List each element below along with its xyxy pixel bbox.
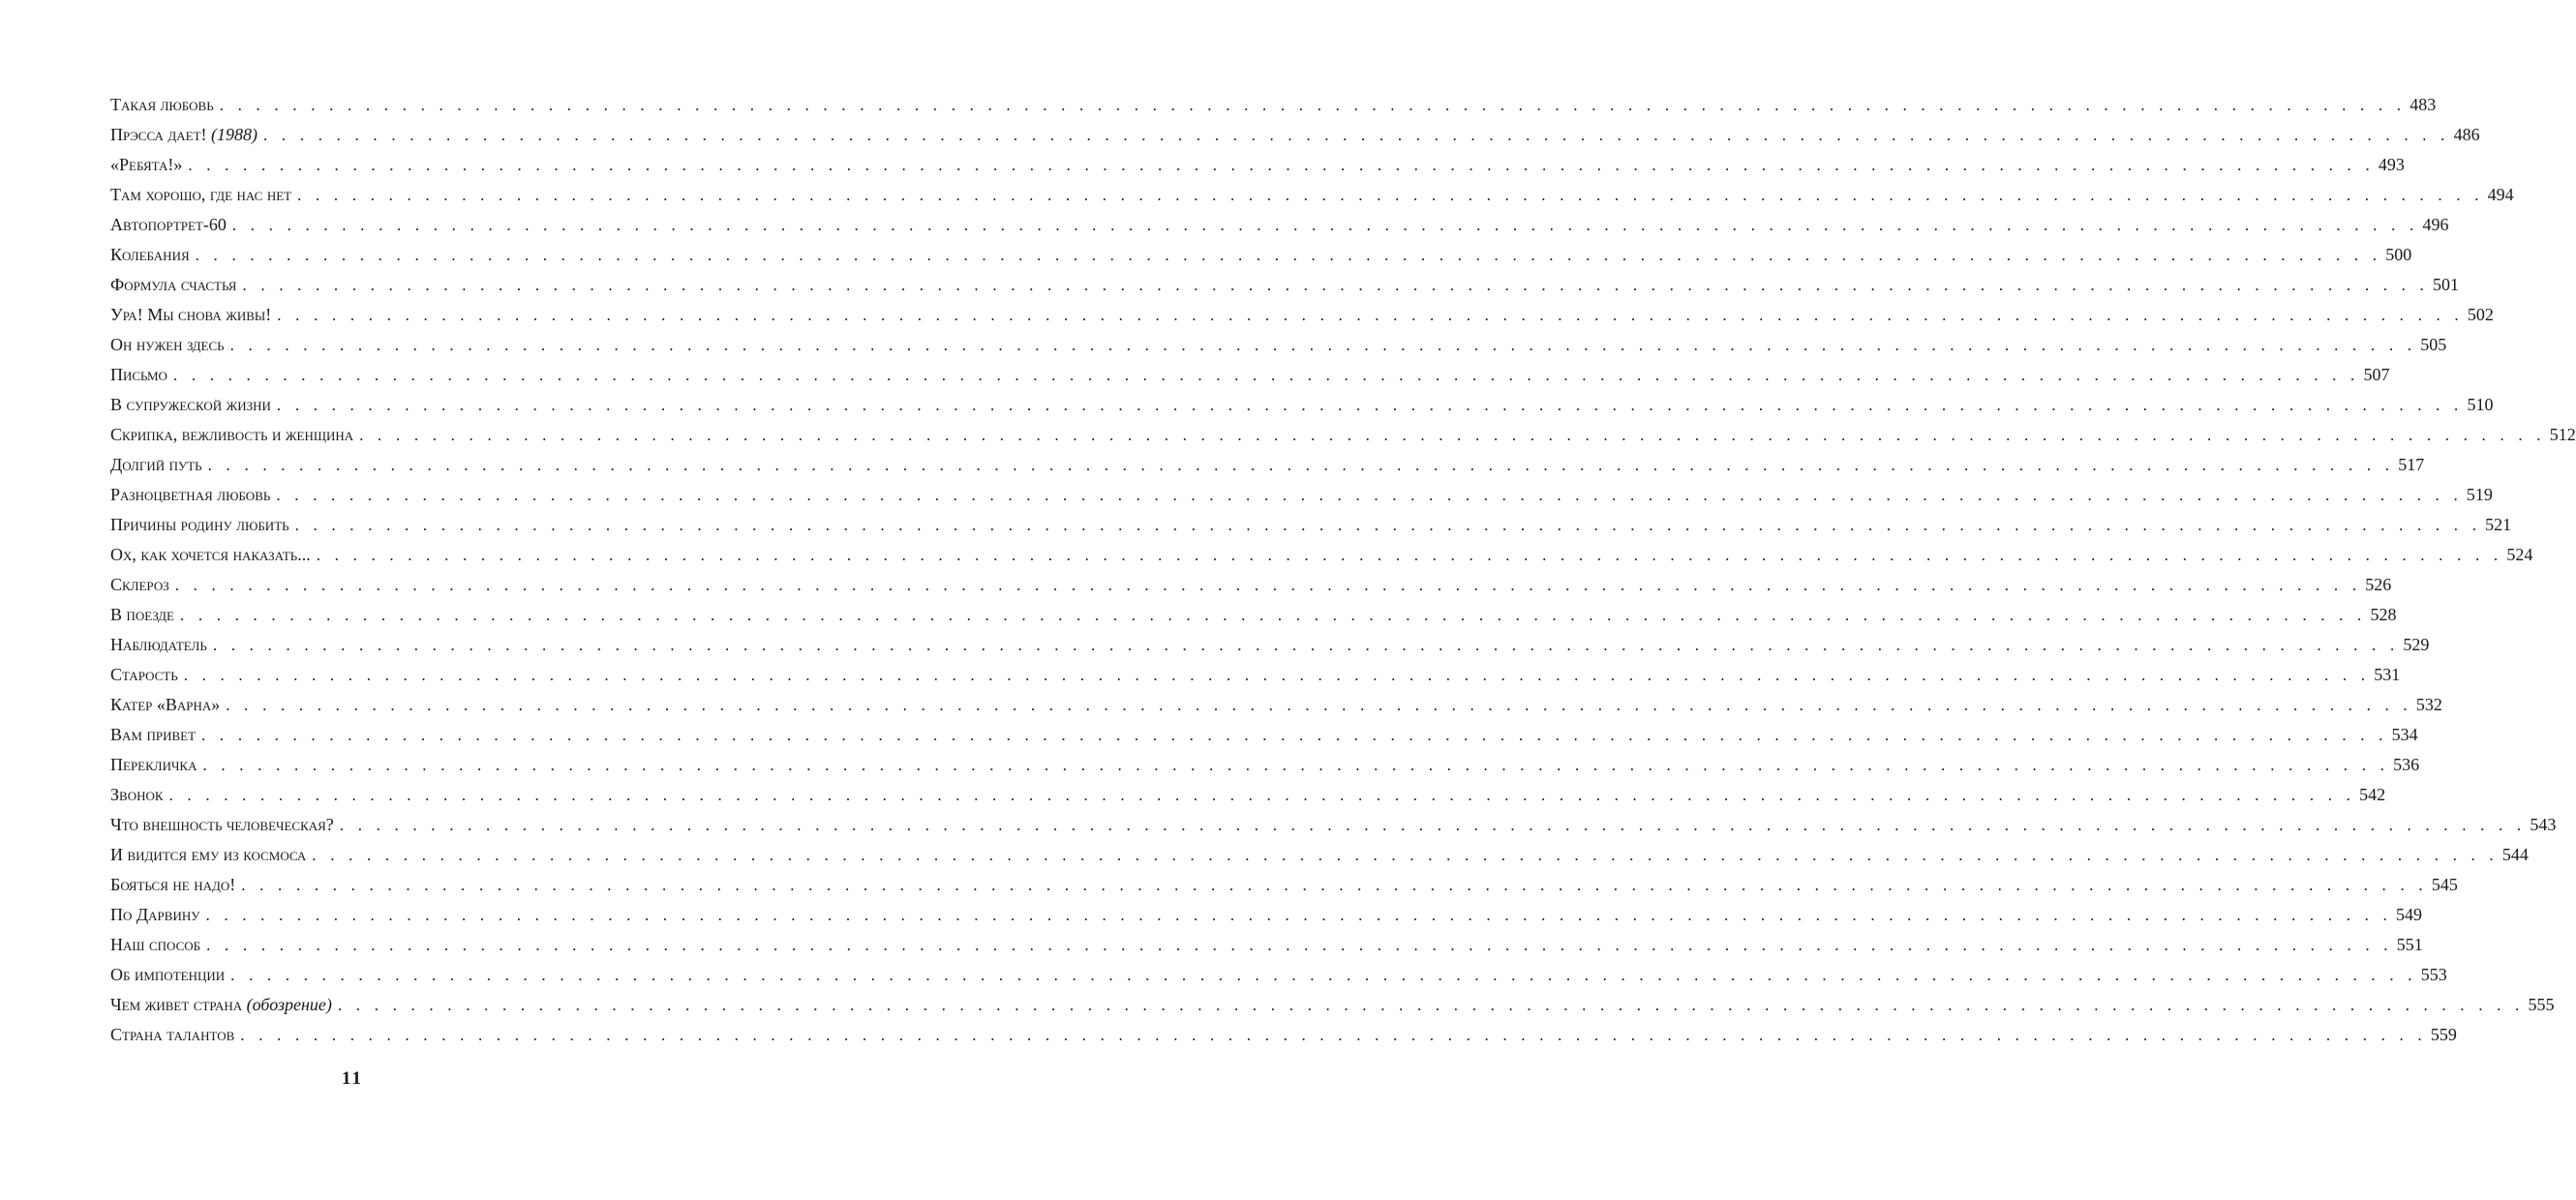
- toc-entry-page: 534: [2391, 725, 2418, 744]
- toc-entry-title: [110, 390, 271, 420]
- toc-entry: [110, 180, 2514, 210]
- toc-entry-page: 507: [2363, 365, 2390, 384]
- toc-entry-page: 483: [2409, 95, 2437, 114]
- toc-entry-title-text: Наблюдатель: [110, 635, 207, 654]
- toc-entry-title-text: Вам привет: [110, 725, 197, 744]
- toc-entry-title-text: Бояться не надо!: [110, 875, 236, 894]
- toc-entry-title-text: Страна талантов: [110, 1025, 235, 1044]
- toc-entry-title: [110, 360, 167, 390]
- toc-entry-title-text: В супружеской жизни: [110, 395, 271, 414]
- dot-leader: . . . . . . . . . . . . . . . . . . . . . . . . . . . . . . . . . . . . . . . . . . . . . . . . . . . . . . . . . . . . . . . . . . . . . . . . . . . . . . . . . . . . . . . . . . . . . . . . . . . . . . . . . . . . . . . . . . . . . . . .: [206, 936, 2393, 954]
- toc-entry-title: [110, 270, 236, 300]
- dot-leader: . . . . . . . . . . . . . . . . . . . . . . . . . . . . . . . . . . . . . . . . . . . . . . . . . . . . . . . . . . . . . . . . . . . . . . . . . . . . . . . . . . . . . . . . . . . . . . . . . . . . . . . . . . . . . . . . . . . . . . . .: [229, 336, 2417, 354]
- toc-entry-page: 553: [2420, 965, 2447, 984]
- toc-entry-page: 502: [2467, 305, 2494, 324]
- toc-entry: [110, 690, 2442, 720]
- dot-leader: . . . . . . . . . . . . . . . . . . . . . . . . . . . . . . . . . . . . . . . . . . . . . . . . . . . . . . . . . . . . . . . . . . . . . . . . . . . . . . . . . . . . . . . . . . . . . . . . . . . . . . . . . . . . . . . . . . . . . . . .: [207, 456, 2395, 474]
- toc-entry: [110, 1020, 2457, 1050]
- toc-entry-title-text: Склероз: [110, 575, 169, 594]
- toc-entry-page: 532: [2415, 695, 2442, 714]
- toc-entry-title: [110, 810, 334, 840]
- dot-leader: . . . . . . . . . . . . . . . . . . . . . . . . . . . . . . . . . . . . . . . . . . . . . . . . . . . . . . . . . . . . . . . . . . . . . . . . . . . . . . . . . . . . . . . . . . . . . . . . . . . . . . . . . . . . . . . . . . . . . . . .: [359, 426, 2546, 444]
- toc-entry-title-text: Такая любовь: [110, 95, 214, 114]
- toc-entry-title: [110, 750, 197, 780]
- toc-entry-title: [110, 210, 227, 240]
- dot-leader: . . . . . . . . . . . . . . . . . . . . . . . . . . . . . . . . . . . . . . . . . . . . . . . . . . . . . . . . . . . . . . . . . . . . . . . . . . . . . . . . . . . . . . . . . . . . . . . . . . . . . . . . . . . . . . . . . . . . . . . .: [263, 126, 2450, 144]
- toc-entry-page: 549: [2396, 905, 2422, 924]
- toc-entry: [110, 720, 2418, 750]
- toc-entry-title: [110, 420, 353, 450]
- dot-leader: . . . . . . . . . . . . . . . . . . . . . . . . . . . . . . . . . . . . . . . . . . . . . . . . . . . . . . . . . . . . . . . . . . . . . . . . . . . . . . . . . . . . . . . . . . . . . . . . . . . . . . . . . . . . . . . . . . . . . . . .: [294, 516, 2482, 534]
- toc-entry: [110, 810, 2557, 840]
- toc-entry: [110, 390, 2494, 420]
- toc-entry-title: [110, 780, 164, 810]
- toc-entry: [110, 960, 2447, 990]
- toc-entry-page: 505: [2420, 335, 2447, 354]
- toc-entry-title-text: «Ребята!»: [110, 155, 183, 174]
- dot-leader: . . . . . . . . . . . . . . . . . . . . . . . . . . . . . . . . . . . . . . . . . . . . . . . . . . . . . . . . . . . . . . . . . . . . . . . . . . . . . . . . . . . . . . . . . . . . . . . . . . . . . . . . . . . . . . . . . . . . . . . .: [241, 876, 2428, 894]
- toc-entry-title: [110, 90, 214, 120]
- toc-entry-page: 559: [2430, 1025, 2457, 1044]
- toc-entry-title-text: Автопортрет-60: [110, 215, 227, 234]
- toc-entry-title: [110, 180, 291, 210]
- toc-entry-title: [110, 240, 190, 270]
- toc-entry: [110, 510, 2512, 540]
- dot-leader: . . . . . . . . . . . . . . . . . . . . . . . . . . . . . . . . . . . . . . . . . . . . . . . . . . . . . . . . . . . . . . . . . . . . . . . . . . . . . . . . . . . . . . . . . . . . . . . . . . . . . . . . . . . . . . . . . . . . . . . .: [277, 306, 2464, 324]
- toc-entry: [110, 990, 2555, 1020]
- toc-entry-title-text: Звонок: [110, 785, 164, 804]
- toc-entry-title-text: Что внешность человеческая?: [110, 815, 334, 834]
- toc-entry-page: 512: [2549, 425, 2576, 444]
- dot-leader: . . . . . . . . . . . . . . . . . . . . . . . . . . . . . . . . . . . . . . . . . . . . . . . . . . . . . . . . . . . . . . . . . . . . . . . . . . . . . . . . . . . . . . . . . . . . . . . . . . . . . . . . . . . . . . . . . . . . . . . .: [231, 216, 2419, 234]
- toc-entry: [110, 570, 2392, 600]
- toc-entry: [110, 120, 2480, 150]
- toc-entry: [110, 780, 2386, 810]
- toc-entry-title: [110, 120, 258, 150]
- dot-leader: . . . . . . . . . . . . . . . . . . . . . . . . . . . . . . . . . . . . . . . . . . . . . . . . . . . . . . . . . . . . . . . . . . . . . . . . . . . . . . . . . . . . . . . . . . . . . . . . . . . . . . . . . . . . . . . . . . . . . . . .: [195, 246, 2382, 264]
- toc-entry-title: [110, 150, 182, 180]
- toc-entry-page: 529: [2403, 635, 2430, 654]
- toc-entry-title-text: Причины родину любить: [110, 515, 289, 534]
- dot-leader: . . . . . . . . . . . . . . . . . . . . . . . . . . . . . . . . . . . . . . . . . . . . . . . . . . . . . . . . . . . . . . . . . . . . . . . . . . . . . . . . . . . . . . . . . . . . . . . . . . . . . . . . . . . . . . . . . . . . . . . .: [201, 726, 2388, 744]
- table-of-contents: [110, 90, 2576, 1050]
- toc-entry-title: [110, 960, 225, 990]
- toc-entry: [110, 930, 2423, 960]
- toc-entry-page: 526: [2365, 575, 2392, 594]
- page-number: 11: [342, 1068, 363, 1089]
- toc-entry: [110, 270, 2459, 300]
- toc-entry-page: 544: [2501, 845, 2529, 864]
- toc-entry-title-text: Там хорошо, где нас нет: [110, 185, 292, 204]
- dot-leader: . . . . . . . . . . . . . . . . . . . . . . . . . . . . . . . . . . . . . . . . . . . . . . . . . . . . . . . . . . . . . . . . . . . . . . . . . . . . . . . . . . . . . . . . . . . . . . . . . . . . . . . . . . . . . . . . . . . . . . . .: [276, 396, 2464, 414]
- toc-entry-page: 551: [2396, 935, 2423, 954]
- toc-entry-title-text: Разноцветная любовь: [110, 485, 271, 504]
- toc-entry-page: 519: [2466, 485, 2493, 504]
- toc-entry-title: [110, 330, 225, 360]
- toc-entry-title: [110, 630, 207, 660]
- toc-entry-title-text: Наш способ: [110, 935, 201, 954]
- toc-entry-title-text: И видится ему из космоса: [110, 845, 307, 864]
- toc-entry: [110, 240, 2412, 270]
- toc-entry-title: [110, 480, 270, 510]
- toc-entry-title: [110, 510, 289, 540]
- toc-entry: [110, 600, 2397, 630]
- toc-entry: [110, 330, 2447, 360]
- toc-entry-title-text: Ура! Мы снова живы!: [110, 305, 272, 324]
- toc-entry-page: 555: [2528, 995, 2555, 1014]
- toc-entry: [110, 900, 2422, 930]
- toc-entry-title: [110, 1020, 234, 1050]
- toc-entry-title-text: Колебания: [110, 245, 190, 264]
- toc-entry-title: [110, 720, 196, 750]
- dot-leader: . . . . . . . . . . . . . . . . . . . . . . . . . . . . . . . . . . . . . . . . . . . . . . . . . . . . . . . . . . . . . . . . . . . . . . . . . . . . . . . . . . . . . . . . . . . . . . . . . . . . . . . . . . . . . . . . . . . . . . . .: [219, 96, 2407, 114]
- toc-entry-page: 517: [2398, 455, 2425, 474]
- toc-entry-page: 542: [2359, 785, 2386, 804]
- dot-leader: . . . . . . . . . . . . . . . . . . . . . . . . . . . . . . . . . . . . . . . . . . . . . . . . . . . . . . . . . . . . . . . . . . . . . . . . . . . . . . . . . . . . . . . . . . . . . . . . . . . . . . . . . . . . . . . . . . . . . . . .: [337, 996, 2525, 1014]
- toc-entry: [110, 210, 2449, 240]
- toc-entry: [110, 630, 2430, 660]
- toc-entry-page: 524: [2506, 545, 2533, 564]
- toc-entry: [110, 300, 2494, 330]
- toc-entry-title-italic: (обозрение): [246, 995, 332, 1014]
- toc-entry-page: 528: [2370, 605, 2397, 624]
- toc-entry-title: [110, 600, 174, 630]
- toc-entry-title-text: Он нужен здесь: [110, 335, 225, 354]
- dot-leader: . . . . . . . . . . . . . . . . . . . . . . . . . . . . . . . . . . . . . . . . . . . . . . . . . . . . . . . . . . . . . . . . . . . . . . . . . . . . . . . . . . . . . . . . . . . . . . . . . . . . . . . . . . . . . . . . . . . . . . . .: [226, 696, 2412, 714]
- toc-entry-title-text: Старость: [110, 665, 178, 684]
- toc-entry-title-text: Об импотенции: [110, 965, 226, 984]
- toc-entry: [110, 420, 2576, 450]
- toc-entry-title: [110, 450, 202, 480]
- toc-entry-page: 536: [2393, 755, 2420, 774]
- dot-leader: . . . . . . . . . . . . . . . . . . . . . . . . . . . . . . . . . . . . . . . . . . . . . . . . . . . . . . . . . . . . . . . . . . . . . . . . . . . . . . . . . . . . . . . . . . . . . . . . . . . . . . . . . . . . . . . . . . . . . . . .: [242, 276, 2429, 294]
- toc-entry-title-text: Прэсса дает!: [110, 125, 207, 144]
- toc-entry-page: 545: [2431, 875, 2458, 894]
- toc-entry-title-text: Письмо: [110, 365, 167, 384]
- toc-entry-title-text: Скрипка, вежливость и женщина: [110, 425, 354, 444]
- toc-entry-page: 500: [2385, 245, 2412, 264]
- toc-entry: [110, 750, 2420, 780]
- toc-entry: [110, 840, 2529, 870]
- dot-leader: . . . . . . . . . . . . . . . . . . . . . . . . . . . . . . . . . . . . . . . . . . . . . . . . . . . . . . . . . . . . . . . . . . . . . . . . . . . . . . . . . . . . . . . . . . . . . . . . . . . . . . . . . . . . . . . . . . . . . . . .: [212, 636, 2400, 654]
- toc-entry-page: 501: [2433, 275, 2459, 294]
- dot-leader: . . . . . . . . . . . . . . . . . . . . . . . . . . . . . . . . . . . . . . . . . . . . . . . . . . . . . . . . . . . . . . . . . . . . . . . . . . . . . . . . . . . . . . . . . . . . . . . . . . . . . . . . . . . . . . . . . . . . . . . .: [168, 786, 2356, 804]
- toc-entry-title-italic: (1988): [211, 125, 258, 144]
- toc-entry-title-text: По Дарвину: [110, 905, 200, 924]
- toc-entry-title-text: Чем живет страна: [110, 995, 243, 1014]
- dot-leader: . . . . . . . . . . . . . . . . . . . . . . . . . . . . . . . . . . . . . . . . . . . . . . . . . . . . . . . . . . . . . . . . . . . . . . . . . . . . . . . . . . . . . . . . . . . . . . . . . . . . . . . . . . . . . . . . . . . . . . . .: [297, 186, 2484, 204]
- toc-entry-title: [110, 990, 332, 1020]
- toc-entry-page: 494: [2487, 185, 2514, 204]
- toc-entry: [110, 660, 2401, 690]
- toc-entry-title: [110, 540, 311, 570]
- toc-entry-title: [110, 300, 271, 330]
- toc-entry-title: [110, 930, 200, 960]
- dot-leader: . . . . . . . . . . . . . . . . . . . . . . . . . . . . . . . . . . . . . . . . . . . . . . . . . . . . . . . . . . . . . . . . . . . . . . . . . . . . . . . . . . . . . . . . . . . . . . . . . . . . . . . . . . . . . . . . . . . . . . . .: [172, 366, 2360, 384]
- dot-leader: . . . . . . . . . . . . . . . . . . . . . . . . . . . . . . . . . . . . . . . . . . . . . . . . . . . . . . . . . . . . . . . . . . . . . . . . . . . . . . . . . . . . . . . . . . . . . . . . . . . . . . . . . . . . . . . . . . . . . . . .: [205, 906, 2392, 924]
- toc-entry-title: [110, 660, 178, 690]
- dot-leader: . . . . . . . . . . . . . . . . . . . . . . . . . . . . . . . . . . . . . . . . . . . . . . . . . . . . . . . . . . . . . . . . . . . . . . . . . . . . . . . . . . . . . . . . . . . . . . . . . . . . . . . . . . . . . . . . . . . . . . . .: [316, 546, 2503, 564]
- toc-entry-title-text: Ох, как хочется наказать...: [110, 545, 311, 564]
- toc-entry-title: [110, 570, 169, 600]
- dot-leader: . . . . . . . . . . . . . . . . . . . . . . . . . . . . . . . . . . . . . . . . . . . . . . . . . . . . . . . . . . . . . . . . . . . . . . . . . . . . . . . . . . . . . . . . . . . . . . . . . . . . . . . . . . . . . . . . . . . . . . . .: [202, 756, 2390, 774]
- dot-leader: . . . . . . . . . . . . . . . . . . . . . . . . . . . . . . . . . . . . . . . . . . . . . . . . . . . . . . . . . . . . . . . . . . . . . . . . . . . . . . . . . . . . . . . . . . . . . . . . . . . . . . . . . . . . . . . . . . . . . . . .: [174, 576, 2362, 594]
- dot-leader: . . . . . . . . . . . . . . . . . . . . . . . . . . . . . . . . . . . . . . . . . . . . . . . . . . . . . . . . . . . . . . . . . . . . . . . . . . . . . . . . . . . . . . . . . . . . . . . . . . . . . . . . . . . . . . . . . . . . . . . .: [312, 846, 2499, 864]
- toc-entry: [110, 450, 2425, 480]
- toc-entry-title-text: В поезде: [110, 605, 174, 624]
- toc-entry-title: [110, 840, 306, 870]
- dot-leader: . . . . . . . . . . . . . . . . . . . . . . . . . . . . . . . . . . . . . . . . . . . . . . . . . . . . . . . . . . . . . . . . . . . . . . . . . . . . . . . . . . . . . . . . . . . . . . . . . . . . . . . . . . . . . . . . . . . . . . . .: [240, 1026, 2427, 1044]
- toc-entry-title-text: Формула счастья: [110, 275, 237, 294]
- dot-leader: . . . . . . . . . . . . . . . . . . . . . . . . . . . . . . . . . . . . . . . . . . . . . . . . . . . . . . . . . . . . . . . . . . . . . . . . . . . . . . . . . . . . . . . . . . . . . . . . . . . . . . . . . . . . . . . . . . . . . . . .: [188, 156, 2375, 174]
- dot-leader: . . . . . . . . . . . . . . . . . . . . . . . . . . . . . . . . . . . . . . . . . . . . . . . . . . . . . . . . . . . . . . . . . . . . . . . . . . . . . . . . . . . . . . . . . . . . . . . . . . . . . . . . . . . . . . . . . . . . . . . .: [339, 816, 2527, 834]
- toc-entry: [110, 150, 2405, 180]
- toc-entry-page: 486: [2453, 125, 2480, 144]
- toc-entry: [110, 870, 2458, 900]
- dot-leader: . . . . . . . . . . . . . . . . . . . . . . . . . . . . . . . . . . . . . . . . . . . . . . . . . . . . . . . . . . . . . . . . . . . . . . . . . . . . . . . . . . . . . . . . . . . . . . . . . . . . . . . . . . . . . . . . . . . . . . . .: [276, 486, 2463, 504]
- toc-entry: [110, 90, 2437, 120]
- toc-entry: [110, 360, 2390, 390]
- toc-entry-page: 543: [2530, 815, 2557, 834]
- toc-entry-title: [110, 870, 235, 900]
- toc-entry-title-text: Долгий путь: [110, 455, 202, 474]
- toc-entry-title-text: Перекличка: [110, 755, 197, 774]
- dot-leader: . . . . . . . . . . . . . . . . . . . . . . . . . . . . . . . . . . . . . . . . . . . . . . . . . . . . . . . . . . . . . . . . . . . . . . . . . . . . . . . . . . . . . . . . . . . . . . . . . . . . . . . . . . . . . . . . . . . . . . . .: [230, 966, 2417, 984]
- dot-leader: . . . . . . . . . . . . . . . . . . . . . . . . . . . . . . . . . . . . . . . . . . . . . . . . . . . . . . . . . . . . . . . . . . . . . . . . . . . . . . . . . . . . . . . . . . . . . . . . . . . . . . . . . . . . . . . . . . . . . . . .: [183, 666, 2371, 684]
- toc-entry: [110, 480, 2493, 510]
- toc-entry-title-text: Катер «Варна»: [110, 695, 221, 714]
- dot-leader: . . . . . . . . . . . . . . . . . . . . . . . . . . . . . . . . . . . . . . . . . . . . . . . . . . . . . . . . . . . . . . . . . . . . . . . . . . . . . . . . . . . . . . . . . . . . . . . . . . . . . . . . . . . . . . . . . . . . . . . .: [179, 606, 2367, 624]
- toc-entry-page: 521: [2485, 515, 2512, 534]
- toc-entry-page: 493: [2378, 155, 2405, 174]
- toc-entry-page: 531: [2374, 665, 2401, 684]
- toc-entry-page: 510: [2467, 395, 2494, 414]
- toc-entry-page: 496: [2422, 215, 2449, 234]
- toc-entry-title: [110, 900, 199, 930]
- toc-entry-title: [110, 690, 220, 720]
- toc-entry: [110, 540, 2533, 570]
